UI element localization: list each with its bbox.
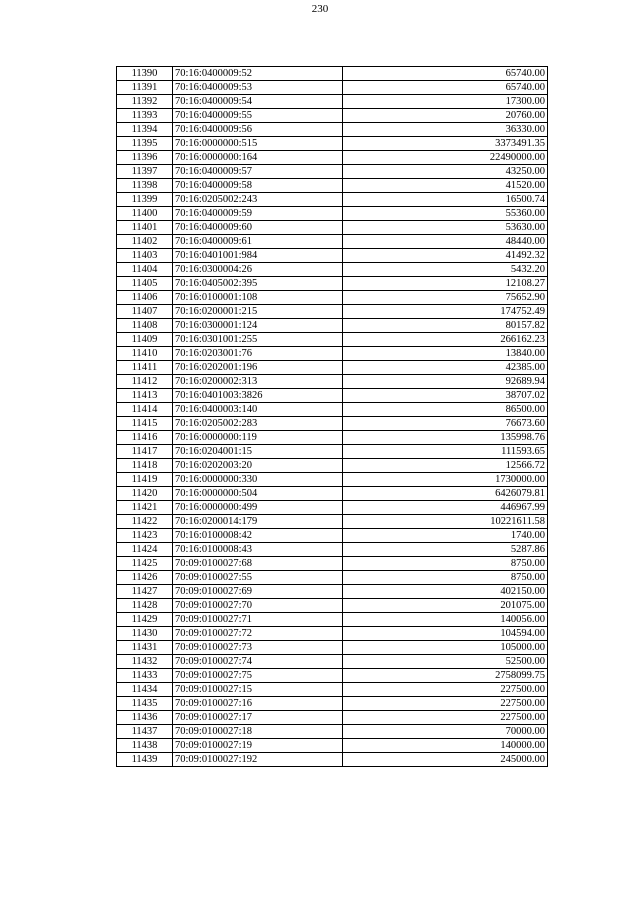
page-number: 230 bbox=[311, 3, 329, 15]
table-row bbox=[117, 725, 548, 739]
cadastral-number-cell: 70:16:0200014:179 bbox=[173, 515, 343, 529]
cadastral-number-cell: 70:09:0100027:68 bbox=[173, 557, 343, 571]
row-number-cell: 11390 bbox=[117, 67, 173, 81]
table-body bbox=[117, 67, 548, 767]
value-cell: 227500.00 bbox=[343, 711, 548, 725]
table-row bbox=[117, 221, 548, 235]
cadastral-number-cell: 70:16:0200001:215 bbox=[173, 305, 343, 319]
cadastral-number-cell: 70:16:0100008:42 bbox=[173, 529, 343, 543]
row-number-cell: 11420 bbox=[117, 487, 173, 501]
value-cell: 80157.82 bbox=[343, 319, 548, 333]
row-number-cell: 11429 bbox=[117, 613, 173, 627]
cadastral-number-cell: 70:09:0100027:75 bbox=[173, 669, 343, 683]
table-row bbox=[117, 235, 548, 249]
row-number-cell: 11404 bbox=[117, 263, 173, 277]
row-number-cell: 11439 bbox=[117, 753, 173, 767]
value-cell: 13840.00 bbox=[343, 347, 548, 361]
value-cell: 12566.72 bbox=[343, 459, 548, 473]
value-cell: 52500.00 bbox=[343, 655, 548, 669]
cadastral-number-cell: 70:16:0100008:43 bbox=[173, 543, 343, 557]
table-row bbox=[117, 529, 548, 543]
row-number-cell: 11410 bbox=[117, 347, 173, 361]
cadastral-number-cell: 70:16:0400009:61 bbox=[173, 235, 343, 249]
value-cell: 1730000.00 bbox=[343, 473, 548, 487]
table-row bbox=[117, 291, 548, 305]
cadastral-number-cell: 70:16:0400009:53 bbox=[173, 81, 343, 95]
row-number-cell: 11438 bbox=[117, 739, 173, 753]
table-row bbox=[117, 109, 548, 123]
value-cell: 201075.00 bbox=[343, 599, 548, 613]
cadastral-number-cell: 70:09:0100027:192 bbox=[173, 753, 343, 767]
value-cell: 17300.00 bbox=[343, 95, 548, 109]
value-cell: 135998.76 bbox=[343, 431, 548, 445]
table-row bbox=[117, 319, 548, 333]
cadastral-number-cell: 70:09:0100027:16 bbox=[173, 697, 343, 711]
row-number-cell: 11409 bbox=[117, 333, 173, 347]
value-cell: 43250.00 bbox=[343, 165, 548, 179]
row-number-cell: 11426 bbox=[117, 571, 173, 585]
row-number-cell: 11407 bbox=[117, 305, 173, 319]
cadastral-number-cell: 70:16:0401003:3826 bbox=[173, 389, 343, 403]
table-row bbox=[117, 627, 548, 641]
value-cell: 105000.00 bbox=[343, 641, 548, 655]
row-number-cell: 11436 bbox=[117, 711, 173, 725]
table-row bbox=[117, 179, 548, 193]
cadastral-number-cell: 70:09:0100027:55 bbox=[173, 571, 343, 585]
cadastral-number-cell: 70:09:0100027:73 bbox=[173, 641, 343, 655]
table-row bbox=[117, 697, 548, 711]
table-row bbox=[117, 277, 548, 291]
value-cell: 111593.65 bbox=[343, 445, 548, 459]
row-number-cell: 11400 bbox=[117, 207, 173, 221]
cadastral-number-cell: 70:16:0100001:108 bbox=[173, 291, 343, 305]
value-cell: 20760.00 bbox=[343, 109, 548, 123]
value-cell: 65740.00 bbox=[343, 67, 548, 81]
row-number-cell: 11403 bbox=[117, 249, 173, 263]
cadastral-number-cell: 70:09:0100027:15 bbox=[173, 683, 343, 697]
cadastral-number-cell: 70:16:0400009:59 bbox=[173, 207, 343, 221]
value-cell: 65740.00 bbox=[343, 81, 548, 95]
row-number-cell: 11427 bbox=[117, 585, 173, 599]
cadastral-number-cell: 70:16:0405002:395 bbox=[173, 277, 343, 291]
row-number-cell: 11434 bbox=[117, 683, 173, 697]
value-cell: 140000.00 bbox=[343, 739, 548, 753]
value-cell: 38707.02 bbox=[343, 389, 548, 403]
cadastral-number-cell: 70:16:0000000:504 bbox=[173, 487, 343, 501]
row-number-cell: 11397 bbox=[117, 165, 173, 179]
table-row bbox=[117, 501, 548, 515]
row-number-cell: 11398 bbox=[117, 179, 173, 193]
table-row bbox=[117, 613, 548, 627]
value-cell: 48440.00 bbox=[343, 235, 548, 249]
cadastral-number-cell: 70:16:0202003:20 bbox=[173, 459, 343, 473]
row-number-cell: 11430 bbox=[117, 627, 173, 641]
cadastral-number-cell: 70:09:0100027:72 bbox=[173, 627, 343, 641]
value-cell: 70000.00 bbox=[343, 725, 548, 739]
row-number-cell: 11431 bbox=[117, 641, 173, 655]
cadastral-number-cell: 70:16:0400003:140 bbox=[173, 403, 343, 417]
value-cell: 2758099.75 bbox=[343, 669, 548, 683]
table-row bbox=[117, 599, 548, 613]
row-number-cell: 11395 bbox=[117, 137, 173, 151]
table-row bbox=[117, 585, 548, 599]
cadastral-number-cell: 70:16:0400009:57 bbox=[173, 165, 343, 179]
value-cell: 41520.00 bbox=[343, 179, 548, 193]
value-cell: 227500.00 bbox=[343, 683, 548, 697]
row-number-cell: 11419 bbox=[117, 473, 173, 487]
table-row bbox=[117, 123, 548, 137]
table-row bbox=[117, 375, 548, 389]
cadastral-number-cell: 70:09:0100027:17 bbox=[173, 711, 343, 725]
value-cell: 5287.86 bbox=[343, 543, 548, 557]
value-cell: 140056.00 bbox=[343, 613, 548, 627]
table-row bbox=[117, 543, 548, 557]
row-number-cell: 11416 bbox=[117, 431, 173, 445]
cadastral-number-cell: 70:09:0100027:19 bbox=[173, 739, 343, 753]
cadastral-number-cell: 70:16:0300001:124 bbox=[173, 319, 343, 333]
cadastral-number-cell: 70:16:0300004:26 bbox=[173, 263, 343, 277]
table-row bbox=[117, 81, 548, 95]
row-number-cell: 11433 bbox=[117, 669, 173, 683]
cadastral-number-cell: 70:16:0301001:255 bbox=[173, 333, 343, 347]
row-number-cell: 11423 bbox=[117, 529, 173, 543]
table-row bbox=[117, 711, 548, 725]
cadastral-number-cell: 70:16:0203001:76 bbox=[173, 347, 343, 361]
row-number-cell: 11415 bbox=[117, 417, 173, 431]
value-cell: 266162.23 bbox=[343, 333, 548, 347]
value-cell: 76673.60 bbox=[343, 417, 548, 431]
row-number-cell: 11396 bbox=[117, 151, 173, 165]
table-row bbox=[117, 739, 548, 753]
cadastral-number-cell: 70:16:0000000:515 bbox=[173, 137, 343, 151]
cadastral-number-cell: 70:16:0205002:283 bbox=[173, 417, 343, 431]
row-number-cell: 11417 bbox=[117, 445, 173, 459]
row-number-cell: 11413 bbox=[117, 389, 173, 403]
table-row bbox=[117, 347, 548, 361]
value-cell: 104594.00 bbox=[343, 627, 548, 641]
table-row bbox=[117, 207, 548, 221]
table-row bbox=[117, 67, 548, 81]
cadastral-number-cell: 70:09:0100027:70 bbox=[173, 599, 343, 613]
row-number-cell: 11406 bbox=[117, 291, 173, 305]
cadastral-number-cell: 70:09:0100027:71 bbox=[173, 613, 343, 627]
table-row bbox=[117, 753, 548, 767]
value-cell: 36330.00 bbox=[343, 123, 548, 137]
table-row bbox=[117, 515, 548, 529]
table-row bbox=[117, 683, 548, 697]
table-row bbox=[117, 403, 548, 417]
value-cell: 10221611.58 bbox=[343, 515, 548, 529]
cadastral-number-cell: 70:16:0400009:52 bbox=[173, 67, 343, 81]
table-row bbox=[117, 445, 548, 459]
value-cell: 53630.00 bbox=[343, 221, 548, 235]
cadastral-value-table bbox=[116, 66, 548, 767]
value-cell: 402150.00 bbox=[343, 585, 548, 599]
cadastral-number-cell: 70:16:0205002:243 bbox=[173, 193, 343, 207]
value-cell: 8750.00 bbox=[343, 571, 548, 585]
table-row bbox=[117, 165, 548, 179]
row-number-cell: 11432 bbox=[117, 655, 173, 669]
value-cell: 92689.94 bbox=[343, 375, 548, 389]
row-number-cell: 11394 bbox=[117, 123, 173, 137]
cadastral-number-cell: 70:09:0100027:18 bbox=[173, 725, 343, 739]
value-cell: 12108.27 bbox=[343, 277, 548, 291]
cadastral-number-cell: 70:09:0100027:74 bbox=[173, 655, 343, 669]
row-number-cell: 11391 bbox=[117, 81, 173, 95]
row-number-cell: 11414 bbox=[117, 403, 173, 417]
value-cell: 55360.00 bbox=[343, 207, 548, 221]
cadastral-number-cell: 70:16:0401001:984 bbox=[173, 249, 343, 263]
value-cell: 1740.00 bbox=[343, 529, 548, 543]
table-row bbox=[117, 137, 548, 151]
table-row bbox=[117, 431, 548, 445]
table-row bbox=[117, 389, 548, 403]
cadastral-number-cell: 70:16:0400009:56 bbox=[173, 123, 343, 137]
row-number-cell: 11399 bbox=[117, 193, 173, 207]
row-number-cell: 11421 bbox=[117, 501, 173, 515]
value-cell: 75652.90 bbox=[343, 291, 548, 305]
table-row bbox=[117, 459, 548, 473]
table-row bbox=[117, 305, 548, 319]
table-row bbox=[117, 95, 548, 109]
row-number-cell: 11424 bbox=[117, 543, 173, 557]
row-number-cell: 11428 bbox=[117, 599, 173, 613]
table-row bbox=[117, 151, 548, 165]
cadastral-number-cell: 70:16:0400009:60 bbox=[173, 221, 343, 235]
value-cell: 245000.00 bbox=[343, 753, 548, 767]
cadastral-number-cell: 70:16:0000000:164 bbox=[173, 151, 343, 165]
table-row bbox=[117, 571, 548, 585]
table-row bbox=[117, 473, 548, 487]
cadastral-number-cell: 70:16:0400009:58 bbox=[173, 179, 343, 193]
row-number-cell: 11435 bbox=[117, 697, 173, 711]
value-cell: 5432.20 bbox=[343, 263, 548, 277]
row-number-cell: 11412 bbox=[117, 375, 173, 389]
table-row bbox=[117, 193, 548, 207]
cadastral-number-cell: 70:16:0400009:54 bbox=[173, 95, 343, 109]
value-cell: 41492.32 bbox=[343, 249, 548, 263]
value-cell: 22490000.00 bbox=[343, 151, 548, 165]
cadastral-number-cell: 70:09:0100027:69 bbox=[173, 585, 343, 599]
cadastral-number-cell: 70:16:0400009:55 bbox=[173, 109, 343, 123]
cadastral-number-cell: 70:16:0000000:330 bbox=[173, 473, 343, 487]
cadastral-number-cell: 70:16:0000000:499 bbox=[173, 501, 343, 515]
row-number-cell: 11408 bbox=[117, 319, 173, 333]
row-number-cell: 11402 bbox=[117, 235, 173, 249]
table-row bbox=[117, 641, 548, 655]
row-number-cell: 11437 bbox=[117, 725, 173, 739]
value-cell: 227500.00 bbox=[343, 697, 548, 711]
table-row bbox=[117, 361, 548, 375]
cadastral-number-cell: 70:16:0200002:313 bbox=[173, 375, 343, 389]
cadastral-number-cell: 70:16:0000000:119 bbox=[173, 431, 343, 445]
row-number-cell: 11393 bbox=[117, 109, 173, 123]
row-number-cell: 11418 bbox=[117, 459, 173, 473]
table-row bbox=[117, 557, 548, 571]
value-cell: 3373491.35 bbox=[343, 137, 548, 151]
row-number-cell: 11411 bbox=[117, 361, 173, 375]
value-cell: 446967.99 bbox=[343, 501, 548, 515]
value-cell: 86500.00 bbox=[343, 403, 548, 417]
value-cell: 8750.00 bbox=[343, 557, 548, 571]
row-number-cell: 11425 bbox=[117, 557, 173, 571]
cadastral-number-cell: 70:16:0202001:196 bbox=[173, 361, 343, 375]
table-row bbox=[117, 487, 548, 501]
row-number-cell: 11405 bbox=[117, 277, 173, 291]
value-cell: 42385.00 bbox=[343, 361, 548, 375]
row-number-cell: 11422 bbox=[117, 515, 173, 529]
table-row bbox=[117, 669, 548, 683]
table-row bbox=[117, 417, 548, 431]
row-number-cell: 11392 bbox=[117, 95, 173, 109]
value-cell: 16500.74 bbox=[343, 193, 548, 207]
row-number-cell: 11401 bbox=[117, 221, 173, 235]
table-row bbox=[117, 249, 548, 263]
value-cell: 174752.49 bbox=[343, 305, 548, 319]
cadastral-number-cell: 70:16:0204001:15 bbox=[173, 445, 343, 459]
table-row bbox=[117, 263, 548, 277]
value-cell: 6426079.81 bbox=[343, 487, 548, 501]
table-row bbox=[117, 333, 548, 347]
table-row bbox=[117, 655, 548, 669]
